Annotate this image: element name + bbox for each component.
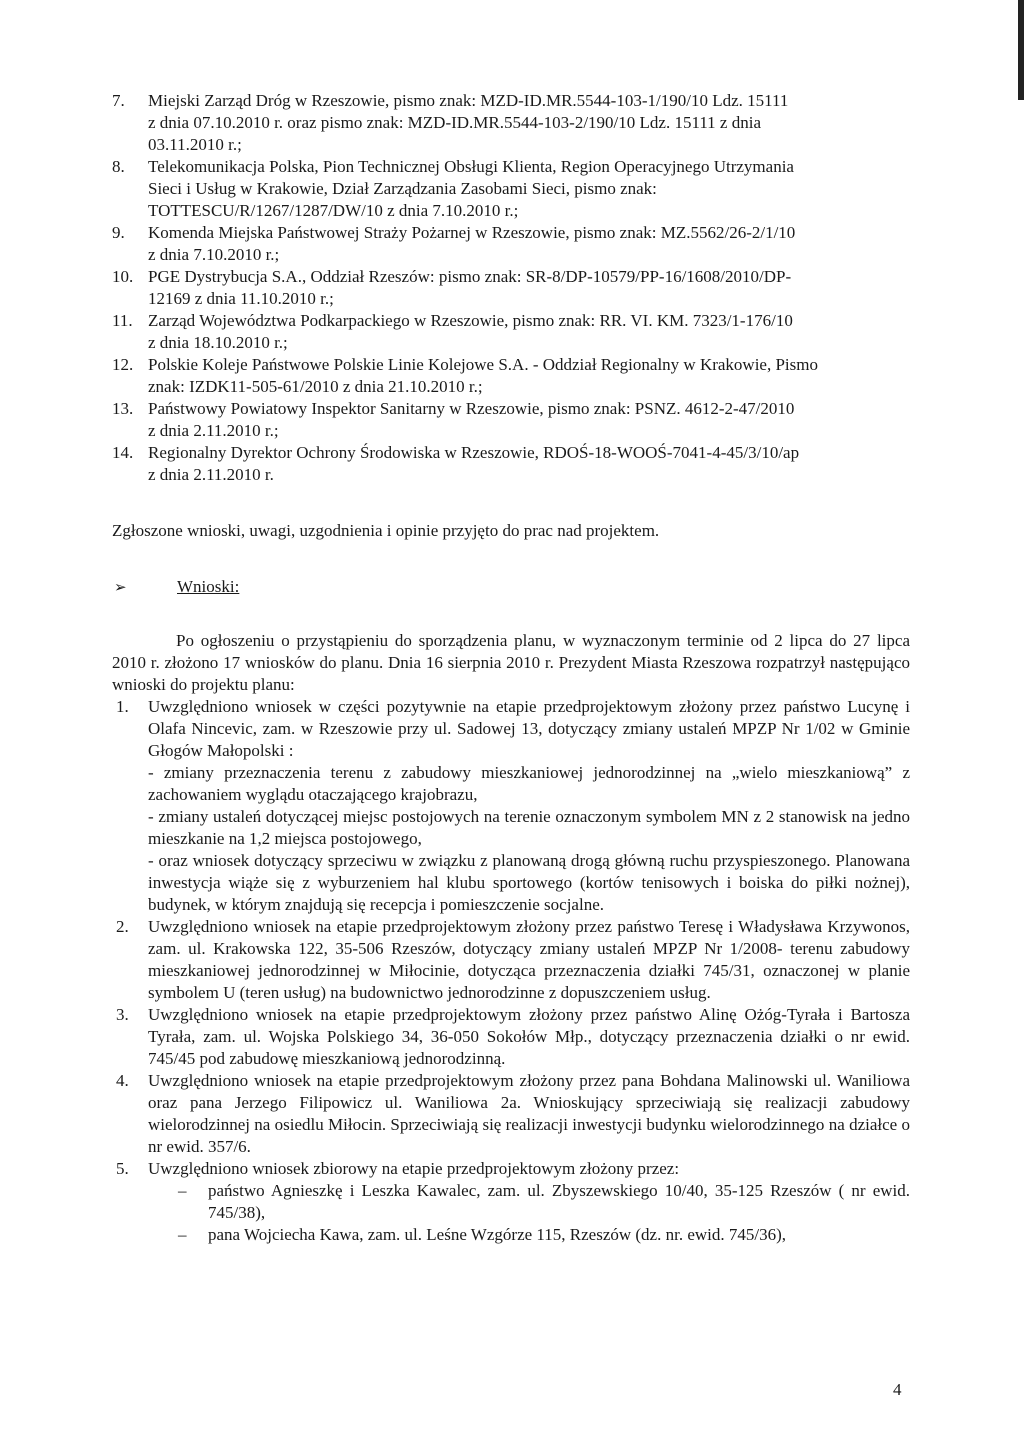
arrow-bullet-icon: ➢ (114, 578, 127, 596)
dash-bullet: – (178, 1181, 187, 1200)
entry-text: Uwzględniono wniosek na etapie przedprojektowym złożony przez państwo Alinę Ożóg-Tyrała i Bartosza Tyrała, zam. ul. Wojska Polskiego 34, 36-050 Sokołów Młp., dotyczący przeznaczenia działki o nr ewid. 745/45 pod zabudowę mieszkaniową jednorodzinną. (148, 1005, 910, 1068)
list-item (112, 222, 910, 266)
item-line: Komenda Miejska Państwowej Straży Pożarnej w Rzeszowie, pismo znak: MZ.5562/26-2/1/10 (148, 223, 796, 242)
entry-number: 4. (116, 1071, 129, 1090)
entry-text: Uwzględniono wniosek na etapie przedprojektowym złożony przez pana Bohdana Malinowski ul. Waniliowa oraz pana Jerzego Filipowicz ul. Waniliowa 2a. Wnioskujący sprzeciwiają się realizacji zabudowy wielorodzinnej na osiedlu Miłocin. Sprzeciwiają się realizacji inwestycji budynku wielorodzinnego na działce o nr ewid. 357/6. (148, 1071, 910, 1156)
entry-text: Uwzględniono wniosek na etapie przedprojektowym złożony przez państwo Teresę i Władysława Krzywonos, zam. ul. Krakowska 122, 35-506 Rzeszów, dotyczący zmiany ustaleń MPZP Nr 1/2008- terenu zabudowy mieszkaniowej jednorodzinnej w Miłocinie, dotycząca przeznaczenia działki 745/31, oznaczonej w planie symbolem U (teren usług) na budownictwo jednorodzinne z dopuszczeniem usług. (148, 917, 910, 1002)
section-heading (112, 576, 910, 598)
intro-paragraph: Po ogłoszeniu o przystąpieniu do sporządzenia planu, w wyznaczonym terminie od 2 lipca do 27 lipca 2010 r. złożono 17 wniosków do planu. Dnia 16 sierpnia 2010 r. Prezydent Miasta Rzeszowa rozpatrzył następująco wnioski do projektu planu: (112, 631, 910, 694)
item-line: Zarząd Województwa Podkarpackiego w Rzeszowie, pismo znak: RR. VI. KM. 7323/1-176/10 (148, 311, 793, 330)
item-line: 03.11.2010 r.; (148, 135, 242, 154)
item-number: 13. (112, 399, 134, 418)
item-number: 14. (112, 443, 134, 462)
applicant-item (148, 1224, 910, 1246)
entry-sub-item: - oraz wniosek dotyczący sprzeciwu w związku z planowaną drogą główną ruchu przyspieszonego. Planowana inwestycja wiąże się z wyburzeniem hal klubu sportowego (kortów tenisowych i boiska do piłki nożnej), budynek, w którym znajdują się recepcja i pomieszczenie socjalne. (148, 851, 910, 914)
item-line: Polskie Koleje Państwowe Polskie Linie Kolejowe S.A. - Oddział Regionalny w Krakowie, Pismo (148, 355, 818, 374)
item-line: Telekomunikacja Polska, Pion Technicznej Obsługi Klienta, Region Operacyjnego Utrzymania (148, 157, 794, 176)
list-item (112, 354, 910, 398)
list-item (112, 156, 910, 222)
applicant-item (148, 1180, 910, 1224)
entry-number: 1. (116, 697, 129, 716)
item-line: PGE Dystrybucja S.A., Oddział Rzeszów: pismo znak: SR-8/DP-10579/PP-16/1608/2010/DP- (148, 267, 792, 286)
applicant-text: państwo Agnieszkę i Leszka Kawalec, zam. ul. Zbyszewskiego 10/40, 35-125 Rzeszów ( nr ewid. 745/38), (208, 1181, 910, 1222)
item-number: 9. (112, 223, 125, 242)
list-item (112, 398, 910, 442)
entry-sub-item: - zmiany ustaleń dotyczącej miejsc postojowych na terenie oznaczonym symbolem MN z 2 stanowisk na jedno mieszkanie na 1,2 miejsca postojowego, (148, 807, 910, 848)
entry-number: 2. (116, 917, 129, 936)
item-line: 12169 z dnia 11.10.2010 r.; (148, 289, 334, 308)
entry-text: Uwzględniono wniosek w części pozytywnie na etapie przedprojektowym złożony przez państwo Lucynę i Olafa Nincevic, zam. w Rzeszowie przy ul. Sadowej 13, dotyczący zmiany ustaleń MPZP Nr 1/02 w Gminie Głogów Małopolski : (148, 697, 910, 760)
entry-number: 5. (116, 1159, 129, 1178)
item-line: znak: IZDK11-505-61/2010 z dnia 21.10.2010 r.; (148, 377, 483, 396)
proposal-entry (112, 1004, 910, 1070)
item-number: 11. (112, 311, 133, 330)
item-number: 7. (112, 91, 125, 110)
list-item (112, 90, 910, 156)
section-label: Wnioski: (177, 577, 240, 596)
list-item (112, 442, 910, 486)
summary-paragraph: Zgłoszone wnioski, uwagi, uzgodnienia i opinie przyjęto do prac nad projektem. (112, 521, 660, 540)
page-number: 4 (893, 1380, 902, 1399)
proposal-entry (112, 1158, 910, 1246)
list-item (112, 266, 910, 310)
item-number: 8. (112, 157, 125, 176)
item-line: z dnia 2.11.2010 r.; (148, 421, 279, 440)
item-number: 10. (112, 267, 134, 286)
entry-number: 3. (116, 1005, 129, 1024)
item-line: Miejski Zarząd Dróg w Rzeszowie, pismo znak: MZD-ID.MR.5544-103-1/190/10 Ldz. 15111 (148, 91, 789, 110)
item-line: Sieci i Usług w Krakowie, Dział Zarządzania Zasobami Sieci, pismo znak: (148, 179, 657, 198)
proposal-entry (112, 916, 910, 1004)
item-line: Państwowy Powiatowy Inspektor Sanitarny w Rzeszowie, pismo znak: PSNZ. 4612-2-47/2010 (148, 399, 795, 418)
item-line: z dnia 7.10.2010 r.; (148, 245, 280, 264)
list-item (112, 310, 910, 354)
entry-sub-item: - zmiany przeznaczenia terenu z zabudowy mieszkaniowej jednorodzinnej na „wielo mieszkaniową” z zachowaniem wyglądu otaczającego krajobrazu, (148, 763, 910, 804)
applicant-text: pana Wojciecha Kawa, zam. ul. Leśne Wzgórze 115, Rzeszów (dz. nr. ewid. 745/36), (208, 1225, 786, 1244)
item-number: 12. (112, 355, 134, 374)
item-line: Regionalny Dyrektor Ochrony Środowiska w Rzeszowie, RDOŚ-18-WOOŚ-7041-4-45/3/10/ap (148, 443, 800, 462)
entry-text: Uwzględniono wniosek zbiorowy na etapie przedprojektowym złożony przez: (148, 1159, 680, 1178)
scan-edge-mark (1018, 0, 1024, 100)
item-line: z dnia 07.10.2010 r. oraz pismo znak: MZD-ID.MR.5544-103-2/190/10 Ldz. 15111 z dnia (148, 113, 761, 132)
item-line: TOTTESCU/R/1267/1287/DW/10 z dnia 7.10.2010 r.; (148, 201, 519, 220)
correspondence-list (112, 90, 910, 486)
proposal-entry (112, 1070, 910, 1158)
proposal-entry (112, 696, 910, 916)
document-page (112, 90, 910, 1246)
dash-bullet: – (178, 1225, 187, 1244)
item-line: z dnia 2.11.2010 r. (148, 465, 274, 484)
item-line: z dnia 18.10.2010 r.; (148, 333, 288, 352)
